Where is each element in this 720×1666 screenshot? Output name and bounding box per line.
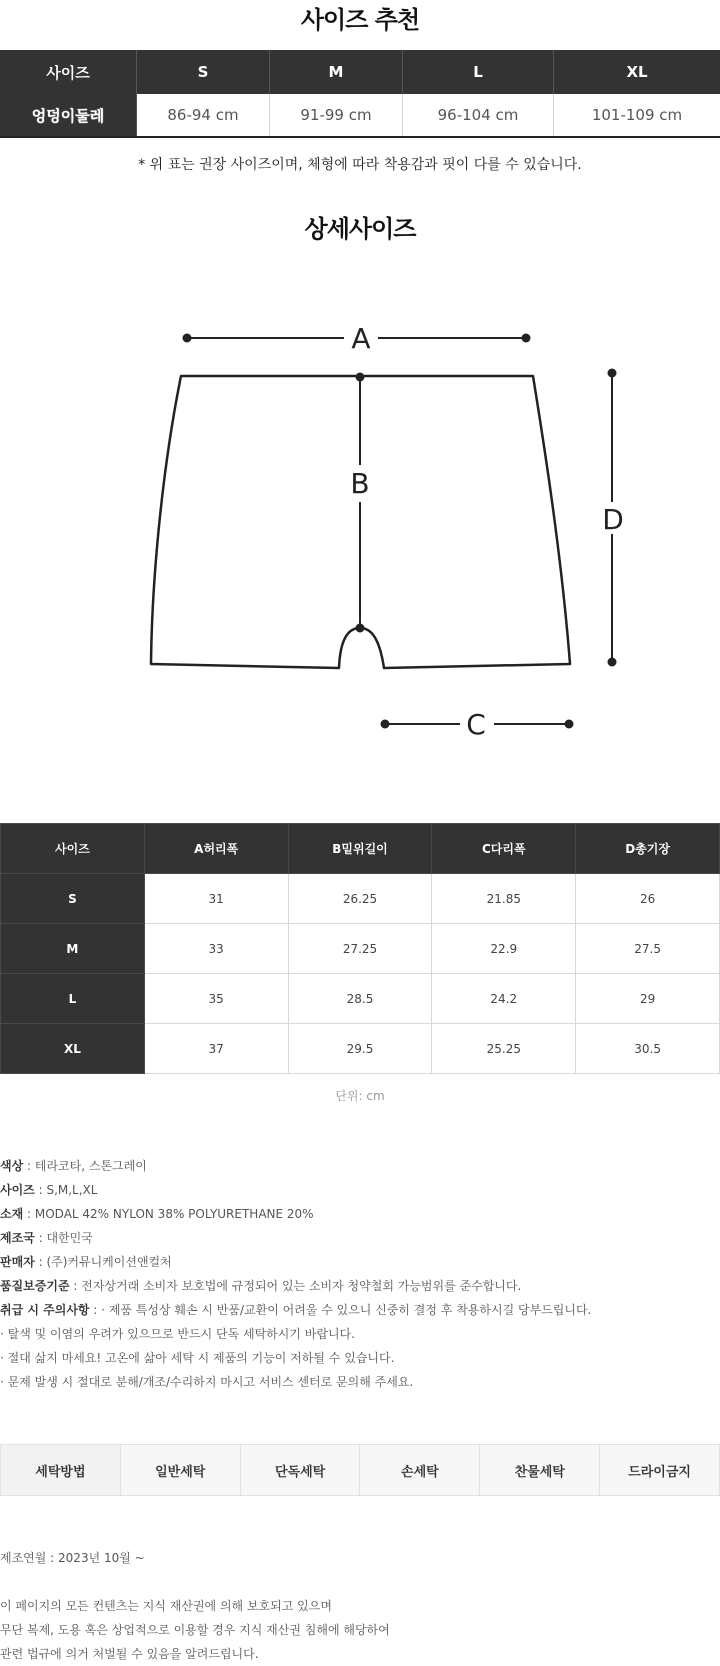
info-text: · 절대 삶지 마세요! 고온에 삶아 세탁 시 제품의 기능이 저하될 수 있습니다. [0, 1351, 395, 1365]
info-label: 판매자 [0, 1255, 35, 1269]
info-text: : (주)커뮤니케이션앤컬처 [34, 1255, 172, 1269]
info-text: : · 제품 특성상 훼손 시 반품/교환이 어려울 수 있으니 신중히 결정 후 착용하시길 당부드립니다. [89, 1303, 592, 1317]
info-text: : 대한민국 [34, 1231, 93, 1245]
size-cell: L [1, 974, 145, 1024]
dimension-a-end [183, 334, 192, 343]
dimension-d-end [608, 658, 617, 667]
size-cell: S [1, 874, 145, 924]
value-cell: 29 [576, 974, 720, 1024]
dimension-c-label: C [466, 708, 486, 741]
recommend-row-label: 엉덩이둘레 [0, 94, 137, 137]
detail-size-table [0, 823, 720, 1074]
value-cell: 24.2 [432, 974, 576, 1024]
wash-table [0, 1444, 720, 1496]
value-cell: 26.25 [288, 874, 432, 924]
info-label: 사이즈 [0, 1183, 35, 1197]
info-text: : 전자상거래 소비자 보호법에 규정되어 있는 소비자 청약철회 가능범위를 준수합니다. [69, 1279, 522, 1293]
value-cell: 25.25 [432, 1024, 576, 1074]
info-line [0, 1181, 97, 1198]
detail-title: 상세사이즈 [304, 215, 416, 243]
info-line [0, 1229, 93, 1246]
value-cell: 30.5 [576, 1024, 720, 1074]
value-cell: 28.5 [288, 974, 432, 1024]
wash-cell: 손세탁 [360, 1445, 480, 1496]
info-line [0, 1157, 147, 1174]
value-cell: 35 [144, 974, 288, 1024]
info-text: : MODAL 42% NYLON 38% POLYURETHANE 20% [23, 1207, 314, 1221]
recommend-header-cell: S [137, 50, 270, 94]
dimension-c-end [381, 720, 390, 729]
info-line [0, 1205, 314, 1222]
unit-note: 단위: cm [335, 1089, 385, 1103]
recommend-value-cell: 86-94 cm [137, 94, 270, 137]
info-line [0, 1325, 355, 1342]
value-cell: 33 [144, 924, 288, 974]
info-text: : 테라코타, 스톤그레이 [23, 1159, 147, 1173]
info-label: 색상 [0, 1159, 24, 1173]
info-label: 제조국 [0, 1231, 35, 1245]
wash-cell: 드라이금지 [600, 1445, 720, 1496]
copyright-line: 무단 복제, 도용 혹은 상업적으로 이용할 경우 지식 재산권 침해에 해당하여 [0, 1623, 390, 1637]
dimension-d-label: D [602, 503, 624, 536]
value-cell: 22.9 [432, 924, 576, 974]
dimension-c-end [565, 720, 574, 729]
info-line [0, 1301, 591, 1318]
value-cell: 37 [144, 1024, 288, 1074]
table-row [1, 1024, 720, 1074]
value-cell: 27.5 [576, 924, 720, 974]
info-label: 소재 [0, 1207, 24, 1221]
size-cell: XL [1, 1024, 145, 1074]
value-cell: 26 [576, 874, 720, 924]
info-line [0, 1373, 413, 1390]
dimension-b-label: B [350, 467, 370, 500]
info-line [0, 1277, 521, 1294]
recommend-header-row [0, 50, 720, 94]
wash-cell: 단독세탁 [240, 1445, 360, 1496]
value-cell: 21.85 [432, 874, 576, 924]
info-text: : S,M,L,XL [34, 1183, 98, 1197]
dimension-b-end [356, 373, 365, 382]
wash-header-cell: 세탁방법 [1, 1445, 121, 1496]
detail-header-cell: 사이즈 [1, 824, 145, 874]
shorts-diagram [0, 270, 720, 750]
recommend-table [0, 50, 720, 138]
info-text: · 문제 발생 시 절대로 분해/개조/수리하지 마시고 서비스 센터로 문의해 주세요. [0, 1375, 414, 1389]
wash-cell: 일반세탁 [120, 1445, 240, 1496]
dimension-a-end [522, 334, 531, 343]
table-row [1, 974, 720, 1024]
value-cell: 31 [144, 874, 288, 924]
recommend-header-cell: XL [554, 50, 720, 94]
detail-header-cell: A허리폭 [144, 824, 288, 874]
recommend-value-row [0, 94, 720, 137]
wash-cell: 찬물세탁 [480, 1445, 600, 1496]
dimension-d-end [608, 369, 617, 378]
info-line [0, 1349, 394, 1366]
detail-header-cell: B밑위길이 [288, 824, 432, 874]
recommend-header-cell: 사이즈 [0, 50, 137, 94]
made-date: 제조연월 : 2023년 10월 ~ [0, 1551, 145, 1565]
info-line [0, 1253, 172, 1270]
table-row [1, 924, 720, 974]
wash-row [1, 1445, 720, 1496]
size-cell: M [1, 924, 145, 974]
recommend-note: * 위 표는 권장 사이즈이며, 체형에 따라 착용감과 핏이 다를 수 있습니다. [138, 157, 582, 173]
info-label: 취급 시 주의사항 [0, 1303, 90, 1317]
info-label: 품질보증기준 [0, 1279, 70, 1293]
recommend-value-cell: 101-109 cm [591, 106, 683, 124]
detail-header-row [1, 824, 720, 874]
value-cell: 29.5 [288, 1024, 432, 1074]
dimension-a-label: A [351, 322, 371, 355]
dimension-b-end [356, 624, 365, 633]
recommend-header-cell: L [403, 50, 554, 94]
copyright-line: 관련 법규에 의거 처벌될 수 있음을 알려드립니다. [0, 1647, 259, 1661]
table-row [1, 874, 720, 924]
detail-header-cell: C다리폭 [432, 824, 576, 874]
recommend-value-cell: 96-104 cm [403, 94, 554, 137]
recommend-header-cell: M [270, 50, 403, 94]
recommend-value-cell: 91-99 cm [270, 94, 403, 137]
info-text: · 탈색 및 이염의 우려가 있으므로 반드시 단독 세탁하시기 바랍니다. [0, 1327, 355, 1341]
copyright-line: 이 페이지의 모든 컨텐츠는 지식 재산권에 의해 보호되고 있으며 [0, 1599, 332, 1613]
recommend-title: 사이즈 추천 [300, 6, 420, 34]
detail-header-cell: D총기장 [576, 824, 720, 874]
value-cell: 27.25 [288, 924, 432, 974]
